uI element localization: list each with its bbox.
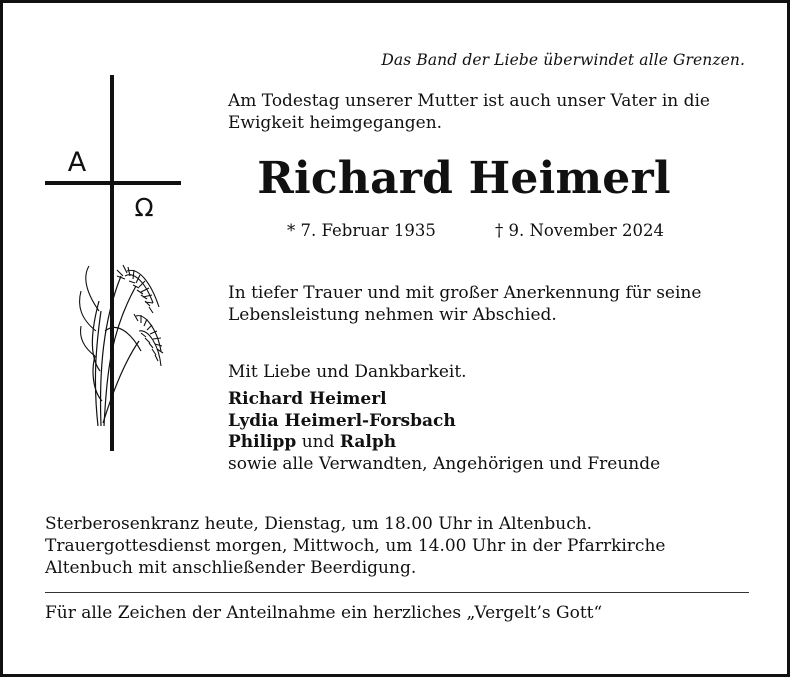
birth-date: * 7. Februar 1935 bbox=[287, 221, 436, 240]
family-connector: und bbox=[296, 432, 340, 452]
intro-line-1: Am Todestag unserer Mutter ist auch unser Vater in die bbox=[228, 91, 710, 111]
deceased-name: Richard Heimerl bbox=[257, 153, 671, 204]
cross-vertical-beam bbox=[110, 75, 114, 451]
family-member-1: Richard Heimerl bbox=[228, 389, 387, 409]
schedule-line-2: Trauergottesdienst morgen, Mittwoch, um 14.00 Uhr in der Pfarrkirche bbox=[45, 536, 666, 556]
mourning-line-2: Lebensleistung nehmen wir Abschied. bbox=[228, 305, 557, 325]
schedule-line-1: Sterberosenkranz heute, Dienstag, um 18.00 Uhr in Altenbuch. bbox=[45, 514, 593, 534]
wheat-heads bbox=[80, 265, 163, 366]
death-date: † 9. November 2024 bbox=[495, 221, 665, 240]
schedule-line-3: Altenbuch mit anschließender Beerdigung. bbox=[45, 558, 417, 578]
intro-paragraph bbox=[228, 90, 748, 134]
schedule-paragraph bbox=[45, 513, 745, 579]
family-member-3a: Philipp bbox=[228, 432, 297, 452]
mourning-line-1: In tiefer Trauer und mit großer Anerkennung für seine bbox=[228, 283, 702, 303]
family-list bbox=[228, 389, 748, 475]
intro-line-2: Ewigkeit heimgegangen. bbox=[228, 113, 443, 133]
family-member-3b: Ralph bbox=[339, 432, 397, 452]
omega-symbol: Ω bbox=[134, 193, 154, 222]
family-member-3-row bbox=[228, 432, 748, 454]
closing-line: Für alle Zeichen der Anteilnahme ein herzliches „Vergelt’s Gott“ bbox=[45, 603, 603, 623]
cross-horizontal-beam bbox=[45, 181, 181, 185]
family-member-2: Lydia Heimerl-Forsbach bbox=[228, 410, 456, 431]
wheat-stalks bbox=[92, 276, 141, 426]
alpha-symbol: A bbox=[67, 147, 87, 178]
mourning-paragraph bbox=[228, 282, 748, 326]
thanks-line: Mit Liebe und Dankbarkeit. bbox=[228, 362, 467, 382]
family-others: sowie alle Verwandten, Angehörigen und Freunde bbox=[228, 453, 661, 474]
cross-with-wheat-icon bbox=[41, 71, 191, 456]
motto-text: Das Band der Liebe überwindet alle Grenzen. bbox=[381, 51, 745, 69]
divider-line bbox=[45, 592, 749, 593]
